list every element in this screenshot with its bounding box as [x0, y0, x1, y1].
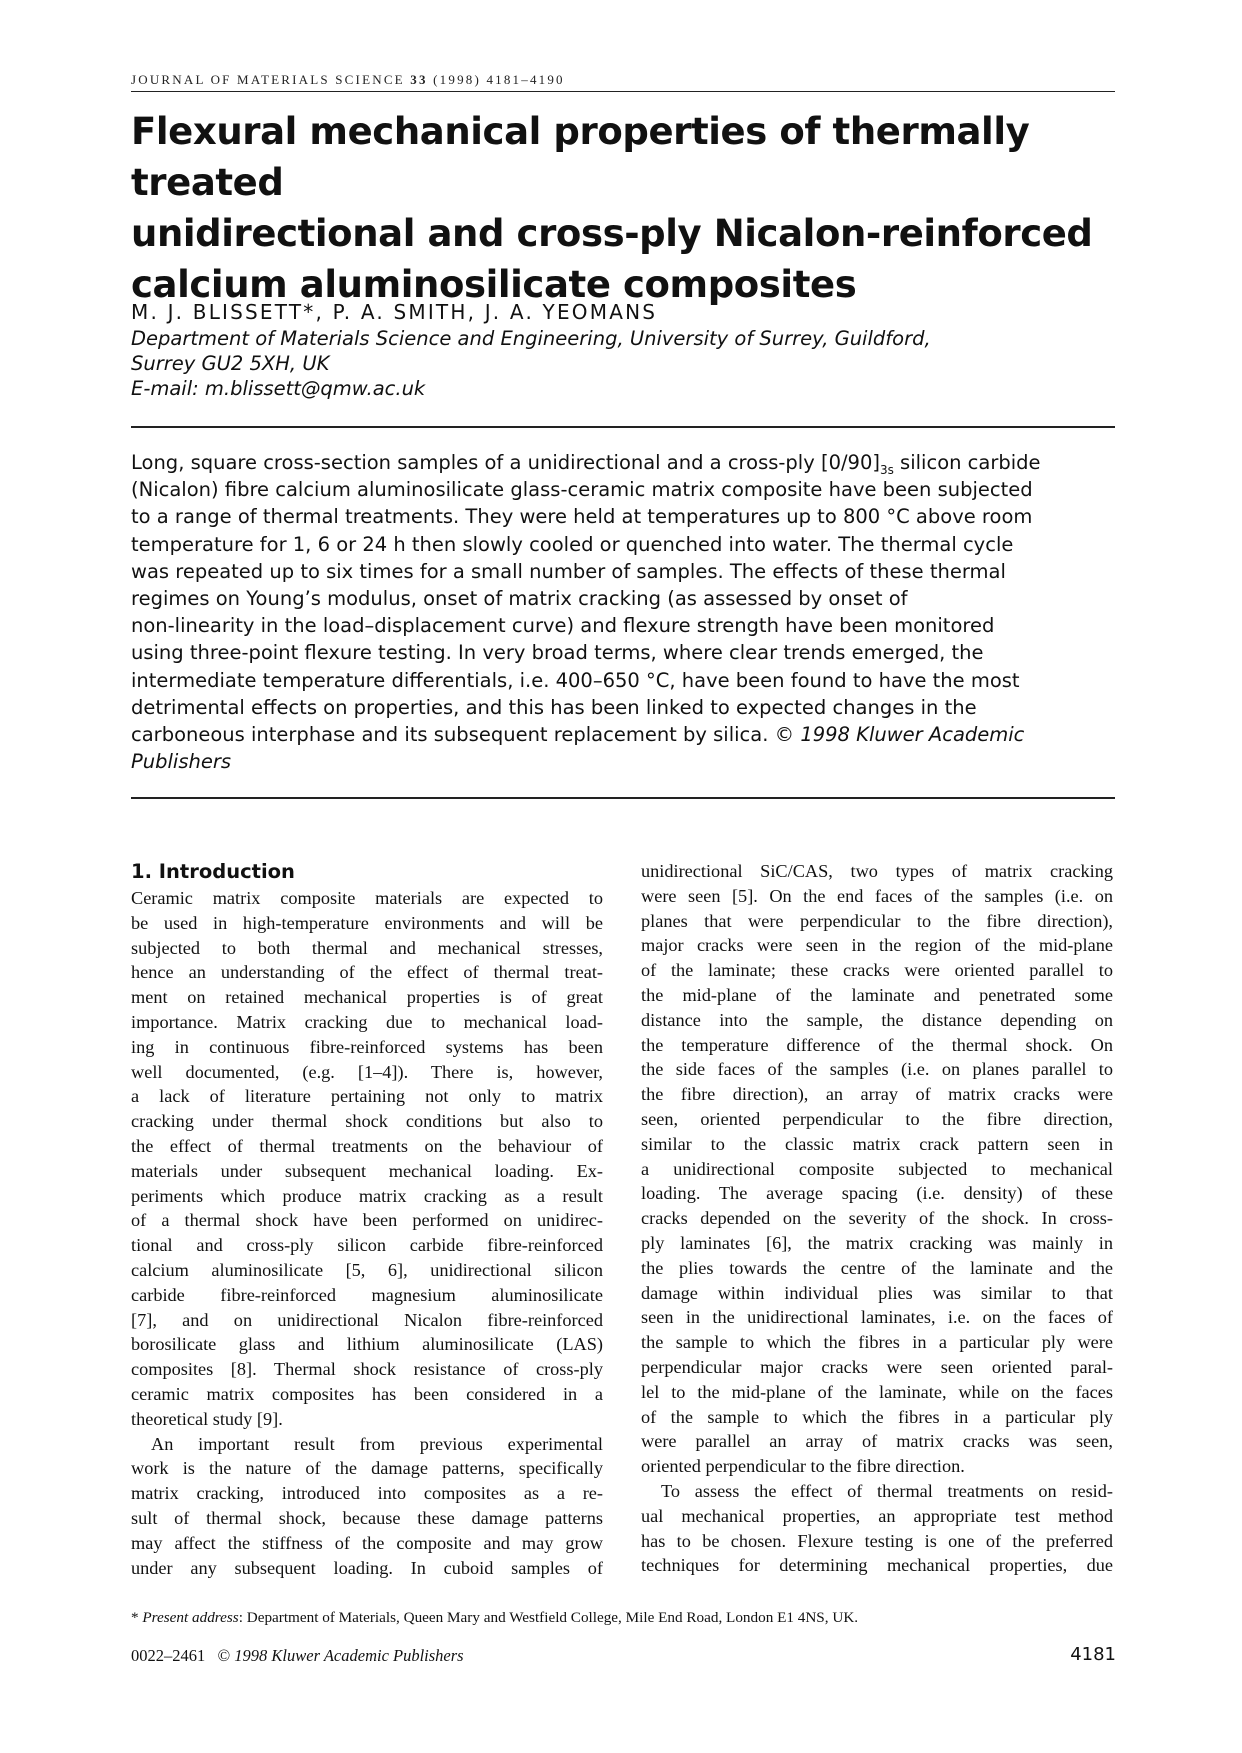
body-line: the fibre direction), an array of matrix cracks were: [641, 1084, 1113, 1105]
body-line: were parallel an array of matrix cracks was seen,: [641, 1431, 1113, 1452]
body-line: the sample to which the fibres in a particular ply were: [641, 1332, 1113, 1353]
abstract-top-rule: [131, 426, 1115, 428]
body-line: ceramic matrix composites has been considered in a: [131, 1383, 603, 1404]
body-line: under any subsequent loading. In cuboid samples of: [131, 1557, 603, 1578]
abstract-line: non-linearity in the load–displacement curve) and flexure strength have been monitored: [131, 614, 995, 638]
body-line: the side faces of the samples (i.e. on planes parallel to: [641, 1059, 1113, 1080]
body-line: To assess the effect of thermal treatments on resid-: [661, 1480, 1113, 1501]
body-line: a lack of literature pertaining not only to matrix: [131, 1086, 603, 1107]
body-line: seen, oriented perpendicular to the fibre direction,: [641, 1108, 1113, 1129]
body-line: similar to the classic matrix crack pattern seen in: [641, 1133, 1113, 1154]
body-line: techniques for determining mechanical properties, due: [641, 1555, 1113, 1576]
body-line: theoretical study [9].: [131, 1408, 283, 1429]
body-line: calcium aluminosilicate [5, 6], unidirectional silicon: [131, 1259, 603, 1280]
body-line: carbide fibre-reinforced magnesium aluminosilicate: [131, 1284, 603, 1305]
abstract-line: Publishers: [131, 750, 232, 774]
page-number: 4181: [1070, 1644, 1116, 1665]
abstract-line: intermediate temperature differentials, i.e. 400–650 °C, have been found to have the most: [131, 668, 1020, 692]
body-line: cracks depended on the severity of the shock. In cross-: [641, 1208, 1113, 1229]
abstract-bottom-rule: [131, 797, 1115, 799]
title-line: Flexural mechanical properties of thermally treated: [131, 110, 1030, 204]
author-list: M. J. BLISSETT*, P. A. SMITH, J. A. YEOMANS: [131, 300, 658, 324]
body-line: importance. Matrix cracking due to mechanical load-: [131, 1011, 603, 1032]
body-line: perpendicular major cracks were seen oriented paral-: [641, 1356, 1113, 1377]
body-line: sult of thermal shock, because these damage patterns: [131, 1507, 603, 1528]
body-line: ply laminates [6], the matrix cracking was mainly in: [641, 1232, 1113, 1253]
body-line: ual mechanical properties, an appropriate test method: [641, 1505, 1113, 1526]
footnote-label: Present address: [142, 1609, 239, 1626]
body-line: has to be chosen. Flexure testing is one of the preferred: [641, 1530, 1113, 1551]
body-line: of the sample to which the fibres in a particular ply: [641, 1406, 1113, 1427]
body-line: unidirectional SiC/CAS, two types of matrix cracking: [641, 861, 1113, 881]
abstract-line: (Nicalon) fibre calcium aluminosilicate glass-ceramic matrix composite have been subjected: [131, 478, 1033, 502]
body-line: tional and cross-ply silicon carbide fibre-reinforced: [131, 1235, 603, 1256]
affiliation-line: Surrey GU2 5XH, UK: [131, 352, 330, 375]
affiliation: [131, 326, 1111, 401]
abstract-line: to a range of thermal treatments. They were held at temperatures up to 800 °C above room: [131, 505, 1033, 529]
body-line: the plies towards the centre of the laminate and the: [641, 1257, 1113, 1278]
header-rule: [131, 91, 1115, 92]
body-line: the mid-plane of the laminate and penetrated some: [641, 984, 1113, 1005]
email-line: E-mail: m.blissett@qmw.ac.uk: [131, 377, 426, 400]
title-line: unidirectional and cross-ply Nicalon-reinforced: [131, 212, 1093, 255]
abstract-line: temperature for 1, 6 or 24 h then slowly cooled or quenched into water. The thermal cycle: [131, 532, 1014, 556]
footer-citation: [131, 1646, 464, 1666]
body-line: ing in continuous fibre-reinforced systems has been: [131, 1036, 603, 1057]
body-line: subjected to both thermal and mechanical stresses,: [131, 937, 603, 958]
journal-name: JOURNAL OF MATERIALS SCIENCE: [131, 72, 405, 87]
body-line: seen in the unidirectional laminates, i.e. on the faces of: [641, 1307, 1113, 1328]
abstract-line: carboneous interphase and its subsequent replacement by silica. © 1998 Kluwer Academic: [131, 723, 1025, 747]
body-line: matrix cracking, introduced into composites as a re-: [131, 1483, 603, 1504]
body-line: periments which produce matrix cracking as a result: [131, 1185, 603, 1206]
body-line: materials under subsequent mechanical loading. Ex-: [131, 1160, 603, 1181]
abstract-line: using three-point flexure testing. In very broad terms, where clear trends emerged, the: [131, 641, 984, 665]
body-line: of the laminate; these cracks were oriented parallel to: [641, 960, 1113, 981]
body-line: hence an understanding of the effect of thermal treat-: [131, 962, 603, 983]
journal-volume: 33: [410, 72, 428, 87]
journal-header: [131, 72, 1111, 88]
body-line: ment on retained mechanical properties is of great: [131, 987, 603, 1008]
body-line: were seen [5]. On the end faces of the samples (i.e. on: [641, 885, 1113, 906]
body-line: [7], and on unidirectional Nicalon fibre-reinforced: [131, 1309, 603, 1330]
footnote: * Present address: Department of Materials, Queen Mary and Westfield College, Mile End Road, London E1 4NS, UK.: [131, 1609, 859, 1626]
body-line: of a thermal shock have been performed on unidirec-: [131, 1210, 603, 1231]
body-line: planes that were perpendicular to the fibre direction),: [641, 910, 1113, 931]
right-column: [641, 859, 1113, 1578]
abstract-line: detrimental effects on properties, and this has been linked to expected changes in the: [131, 695, 977, 719]
subscript-3s: 3s: [879, 462, 894, 477]
body-line: distance into the sample, the distance depending on: [641, 1009, 1113, 1030]
body-line: borosilicate glass and lithium aluminosilicate (LAS): [131, 1334, 603, 1355]
body-line: may affect the stiffness of the composite and may grow: [131, 1532, 603, 1553]
body-line: Ceramic matrix composite materials are expected to: [131, 888, 603, 908]
body-line: cracking under thermal shock conditions but also to: [131, 1111, 603, 1132]
title-line: calcium aluminosilicate composites: [131, 263, 857, 306]
body-line: damage within individual plies was similar to that: [641, 1282, 1113, 1303]
abstract-line: regimes on Young’s modulus, onset of matrix cracking (as assessed by onset of: [131, 587, 908, 611]
body-line: the temperature difference of the thermal shock. On: [641, 1034, 1113, 1055]
body-line: the effect of thermal treatments on the behaviour of: [131, 1135, 603, 1156]
paper-title: [131, 106, 1121, 310]
journal-year-pages: (1998) 4181–4190: [433, 72, 565, 87]
body-line: oriented perpendicular to the fibre direction.: [641, 1456, 965, 1477]
affiliation-line: Department of Materials Science and Engineering, University of Surrey, Guildford,: [131, 327, 931, 350]
section-heading-introduction: 1. Introduction: [131, 860, 295, 883]
publisher: 1998 Kluwer Academic Publishers: [234, 1646, 464, 1665]
issn: 0022–2461: [131, 1646, 206, 1665]
body-line: composites [8]. Thermal shock resistance of cross-ply: [131, 1359, 603, 1380]
body-line: well documented, (e.g. [1–4]). There is, however,: [131, 1061, 603, 1082]
copyright-icon: ©: [217, 1646, 231, 1665]
abstract: [131, 449, 1121, 775]
body-line: work is the nature of the damage patterns, specifically: [131, 1458, 603, 1479]
body-line: loading. The average spacing (i.e. density) of these: [641, 1183, 1113, 1204]
abstract-copyright: 1998 Kluwer Academic: [800, 723, 1025, 747]
body-line: An important result from previous experimental: [151, 1433, 603, 1454]
body-line: be used in high-temperature environments and will be: [131, 912, 603, 933]
abstract-line: was repeated up to six times for a small number of samples. The effects of these thermal: [131, 559, 1006, 583]
abstract-line: Long, square cross-section samples of a unidirectional and a cross-ply $[0/90]_{3s}$ silicon carbide: [131, 451, 1041, 477]
body-line: a unidirectional composite subjected to mechanical: [641, 1158, 1113, 1179]
body-line: major cracks were seen in the region of the mid-plane: [641, 935, 1113, 956]
left-column: [131, 859, 603, 1580]
body-line: lel to the mid-plane of the laminate, while on the faces: [641, 1381, 1113, 1402]
